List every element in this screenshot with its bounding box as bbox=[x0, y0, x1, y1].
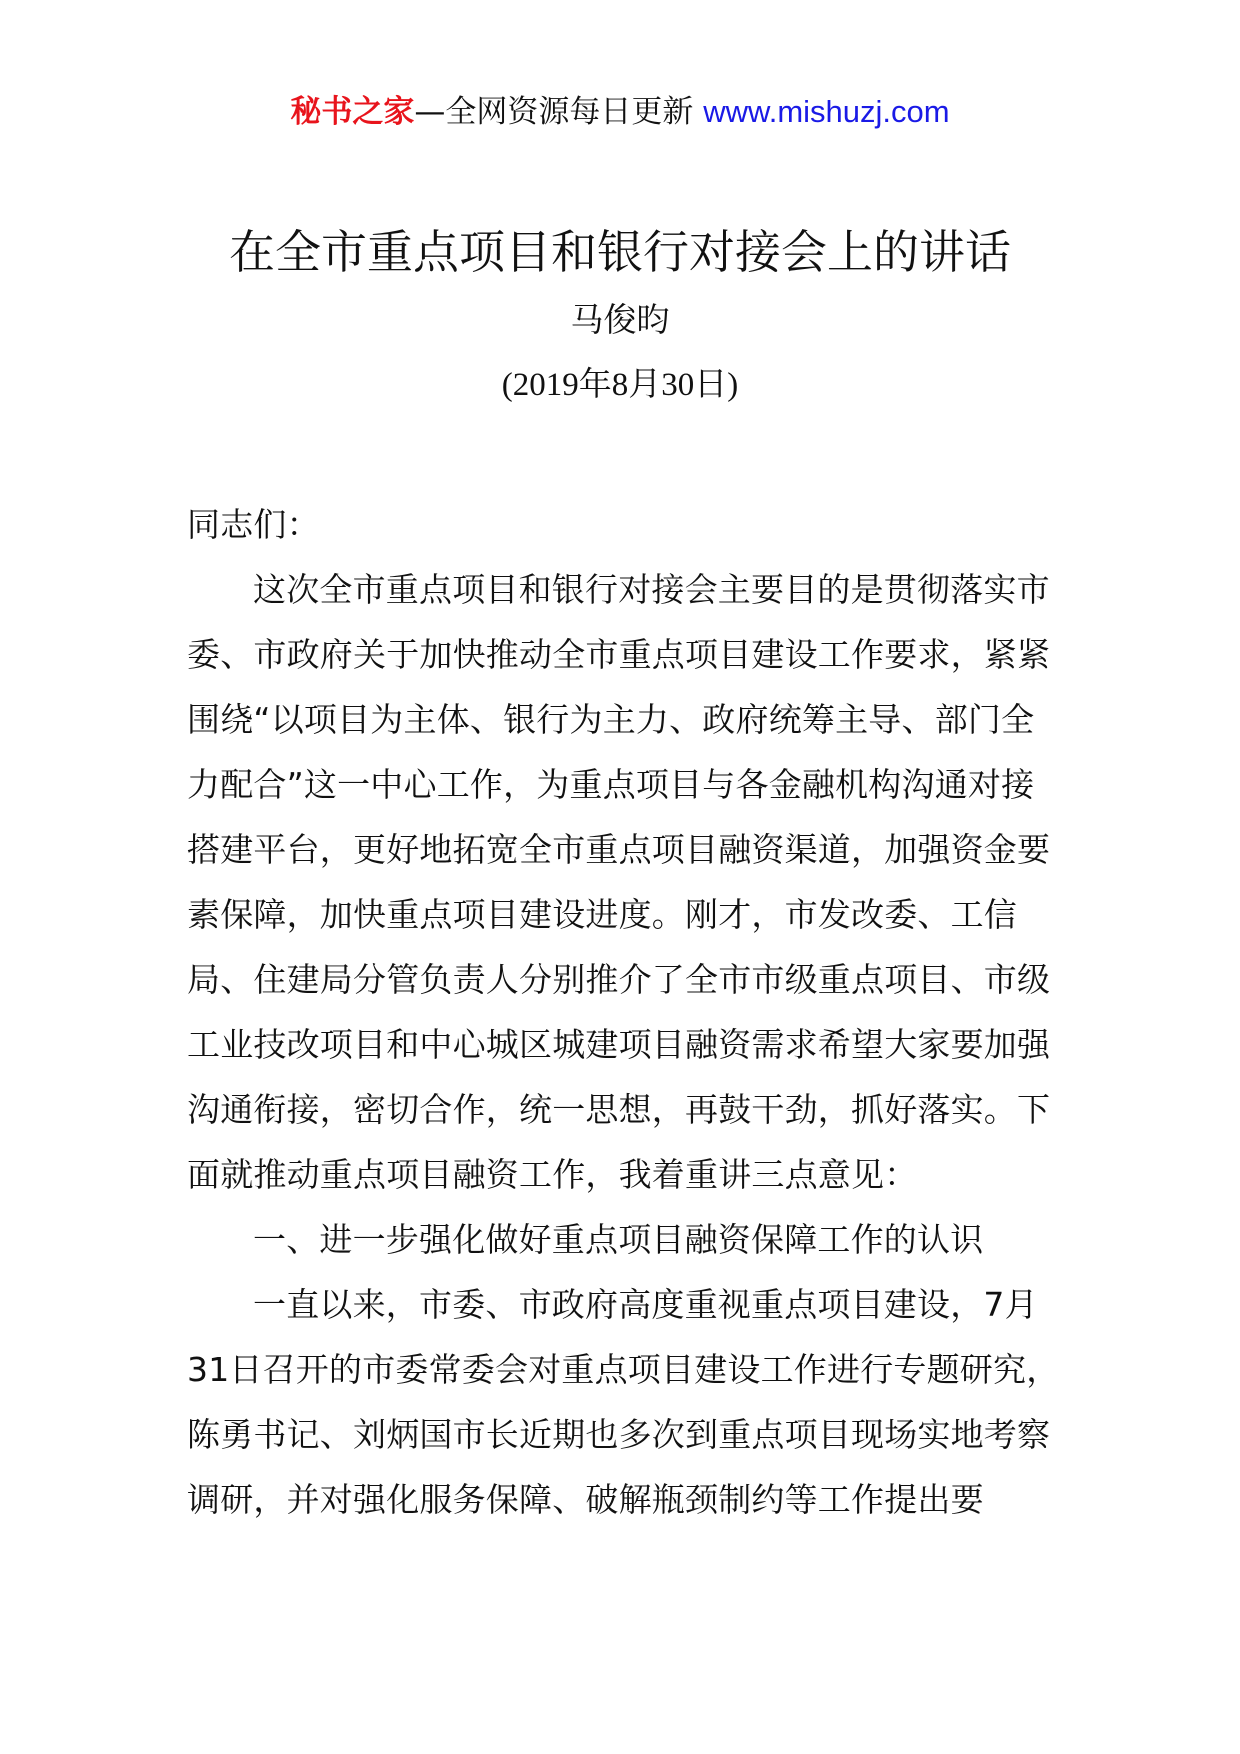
paragraph-intro: 这次全市重点项目和银行对接会主要目的是贯彻落实市委、市政府关于加快推动全市重点项目建设工作要求，紧紧围绕“以项目为主体、银行为主力、政府统筹主导、部门全力配合”这一中心工作，为重点项目与各金融机构沟通对接搭建平台，更好地拓宽全市重点项目融资渠道，加强资金要素保障，加快重点项目建设进度。刚才，市发改委、工信局、住建局分管负责人分别推介了全市市级重点项目、市级工业技改项目和中心城区城建项目融资需求希望大家要加强沟通衔接，密切合作，统一思想，再鼓干劲，抓好落实。下面就推动重点项目融资工作，我着重讲三点意见： bbox=[187, 570, 1051, 1194]
brand-name: 秘书之家 bbox=[290, 94, 415, 130]
salutation: 同志们： bbox=[187, 505, 320, 544]
section-heading-1: 一、进一步强化做好重点项目融资保障工作的认识 bbox=[253, 1220, 984, 1259]
site-url-link[interactable]: www.mishuzj.com bbox=[703, 94, 950, 129]
paragraph-section-1: 一直以来，市委、市政府高度重视重点项目建设，7月31日召开的市委常委会对重点项目建设工作进行专题研究，陈勇书记、刘炳国市长近期也多次到重点项目现场实地考察调研，并对强化服务保障、破解瓶颈制约等工作提出要 bbox=[187, 1285, 1060, 1519]
document-title: 在全市重点项目和银行对接会上的讲话 bbox=[229, 225, 1011, 279]
document-body bbox=[187, 492, 1067, 1532]
document-author: 马俊昀 bbox=[570, 300, 670, 339]
header-slogan: —全网资源每日更新 bbox=[414, 94, 694, 130]
document-date: (2019年8月30日) bbox=[501, 367, 739, 403]
site-header bbox=[0, 92, 1240, 132]
